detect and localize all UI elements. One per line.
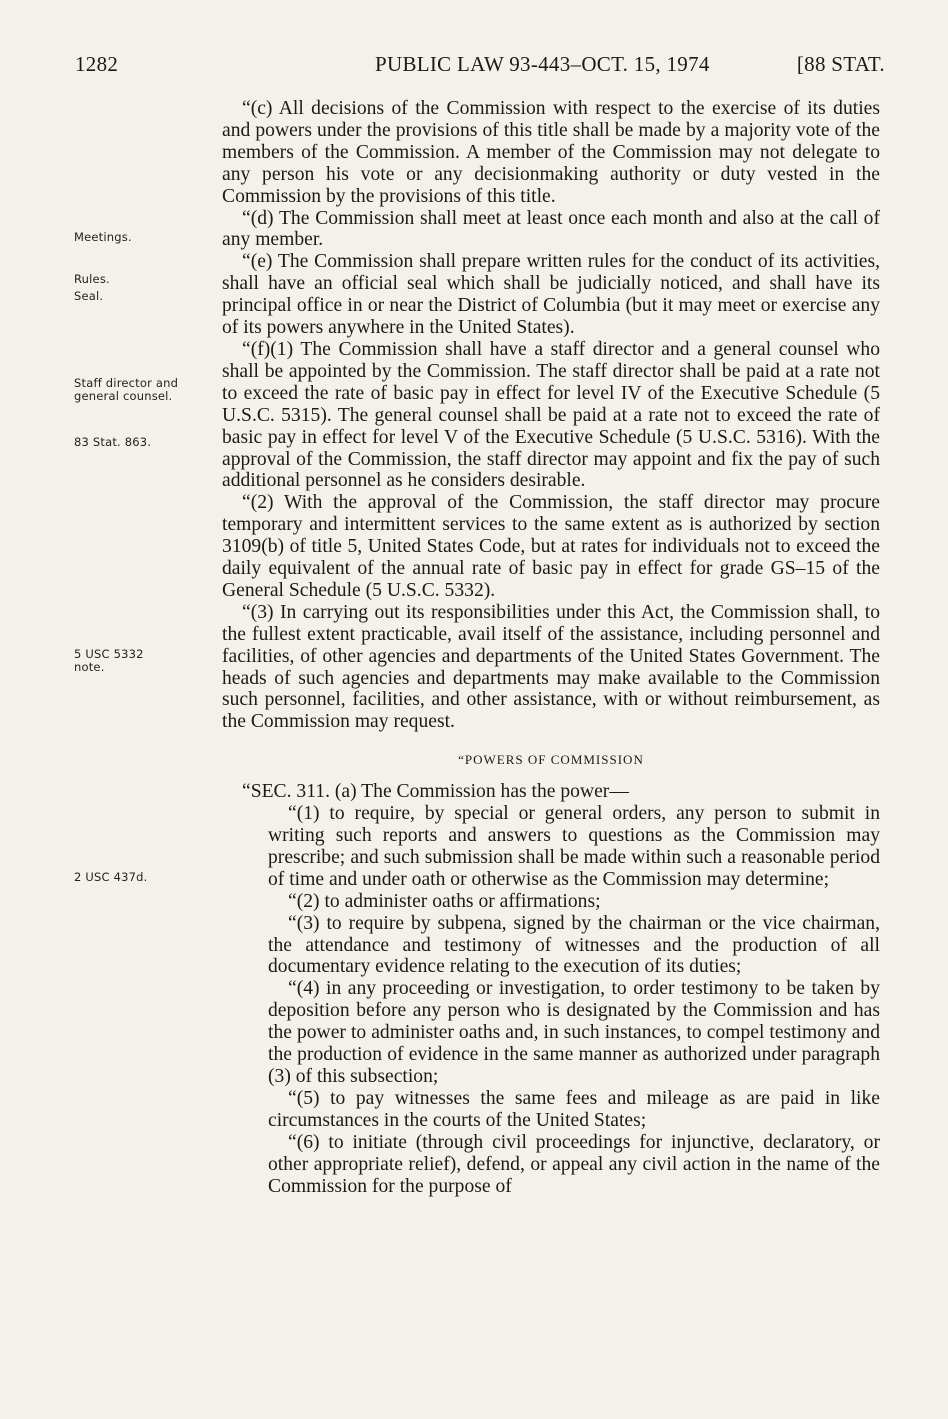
margin-note-staff-director: Staff director and general counsel. [74,376,179,403]
power-item-1: “(1) to require, by special or general orders, any person to submit in writing such reports and answers to questions as the Commission may prescribe; and such submission shall be made within such a reasonable period of time and under oath or otherwise as the Commission may determine; [268,803,880,890]
margin-note-5-usc-5332: 5 USC 5332 note. [74,647,144,674]
margin-note-seal: Seal. [74,289,104,303]
paragraph-c: “(c) All decisions of the Commission with respect to the exercise of its duties and powers under the provisions of this title shall be made by a majority vote of the members of the Commission. A member of the Commission may not delegate to any person his vote or any decisionmaking authority or duty vested in the Commission by the provisions of this title. [222,98,880,207]
margin-note-meetings: Meetings. [74,230,132,244]
paragraph-e: “(e) The Commission shall prepare written rules for the conduct of its activities, shall have an official seal which shall be judicially noticed, and shall have its principal office in or near the District of Columbia (but it may meet or exercise any of its powers anywhere in the United States). [222,251,880,339]
power-item-5: “(5) to pay witnesses the same fees and mileage as are paid in like circumstances in the courts of the United States; [268,1087,880,1131]
section-heading: “POWERS OF COMMISSION [458,752,644,768]
power-item-4: “(4) in any proceeding or investigation, to order testimony to be taken by deposition before any person who is designated by the Commission and has the power to administer oaths and, in such instances, to compel testimony and the production of evidence in the same manner as authorized under paragraph (3) of this subsection; [268,978,880,1087]
power-item-2: “(2) to administer oaths or affirmations; [288,890,601,912]
paragraph-f2: “(2) With the approval of the Commission, the staff director may procure temporary and intermittent services to the same extent as is authorized by section 3109(b) of title 5, United States Code, but at rates for individuals not to exceed the daily equivalent of the annual rate of basic pay in effect for grade GS–15 of the General Schedule (5 U.S.C. 5332). [222,492,880,601]
page-number: 1282 [75,52,119,76]
running-title: PUBLIC LAW 93-443–OCT. 15, 1974 [375,52,710,76]
paragraph-f3: “(3) In carrying out its responsibilities under this Act, the Commission shall, to the fullest extent practicable, avail itself of the assistance, including personnel and facilities, of other agencies and departments of the United States Government. The heads of such agencies and departments may make available to the Commission such personnel, facilities, and other assistance, with or without reimbursement, as the Commission may request. [222,601,880,733]
statute-reference: [88 STAT. [796,52,885,76]
margin-note-2-usc-437d: 2 USC 437d. [74,870,148,884]
section-311-intro: “SEC. 311. (a) The Commission has the power— [242,781,629,803]
power-item-6: “(6) to initiate (through civil proceedings for injunctive, declaratory, or other appropriate relief), defend, or appeal any civil action in the name of the Commission for the purpose of [268,1131,880,1197]
margin-note-83-stat: 83 Stat. 863. [74,435,152,449]
paragraph-f1: “(f)(1) The Commission shall have a staff director and a general counsel who shall be appointed by the Commission. The staff director shall be paid at a rate not to exceed the rate of basic pay in effect for level IV of the Executive Schedule (5 U.S.C. 5315). The general counsel shall be paid at a rate not to exceed the rate of basic pay in effect for level V of the Executive Schedule (5 U.S.C. 5316). With the approval of the Commission, the staff director may appoint and fix the pay of such additional personnel as he considers desirable. [222,338,880,492]
margin-note-rules: Rules. [74,272,110,286]
page-header [75,52,885,84]
document-body [222,98,880,1197]
paragraph-d: “(d) The Commission shall meet at least once each month and also at the call of any member. [222,207,880,251]
power-item-3: “(3) to require by subpena, signed by the chairman or the vice chairman, the attendance and testimony of witnesses and the production of all documentary evidence relating to the execution of its duties; [268,912,880,978]
